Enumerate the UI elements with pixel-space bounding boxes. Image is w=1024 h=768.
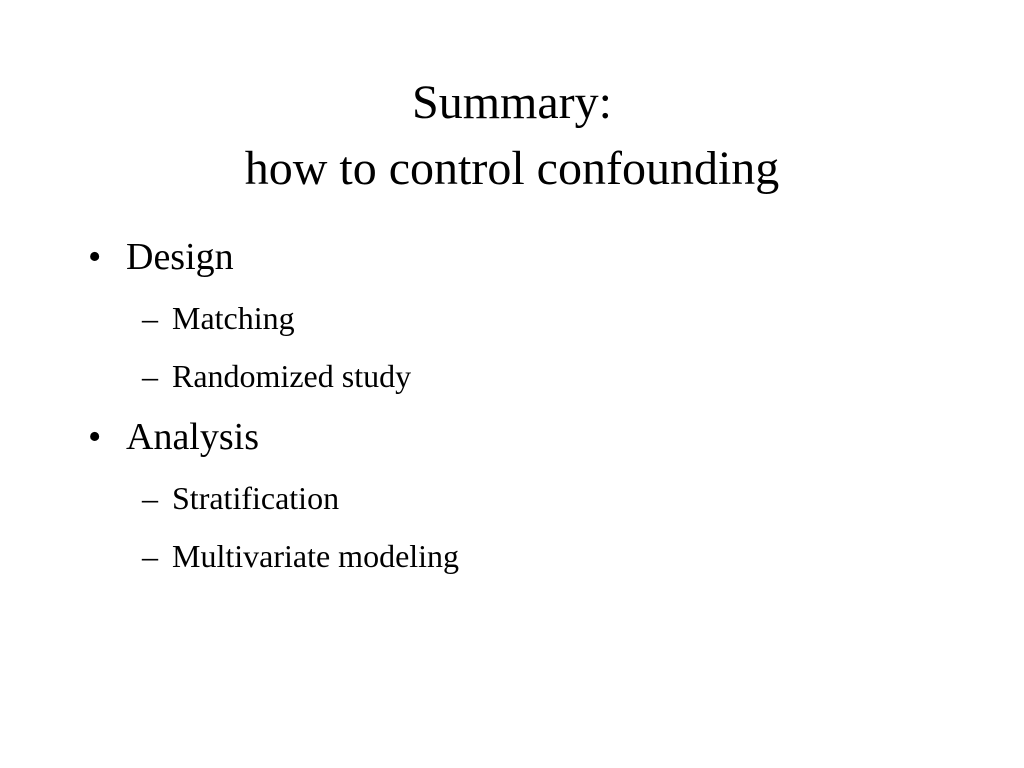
subitem-label: Stratification	[172, 480, 340, 516]
sub-marker: –	[142, 300, 158, 336]
bullet-label: Analysis	[126, 416, 259, 458]
bullet-marker: •	[88, 236, 102, 278]
title-line-2: how to control confounding	[244, 142, 780, 195]
sub-marker: –	[142, 538, 158, 574]
subitem-label: Matching	[172, 300, 295, 336]
title-line-1: Summary:	[412, 76, 612, 129]
slide-title	[0, 70, 1024, 202]
subitem-label: Multivariate modeling	[172, 538, 460, 574]
sub-marker: –	[142, 480, 158, 516]
bullet-label: Design	[126, 236, 234, 278]
subitem-label: Randomized study	[172, 358, 412, 394]
sub-marker: –	[142, 358, 158, 394]
bullet-marker: •	[88, 416, 102, 458]
